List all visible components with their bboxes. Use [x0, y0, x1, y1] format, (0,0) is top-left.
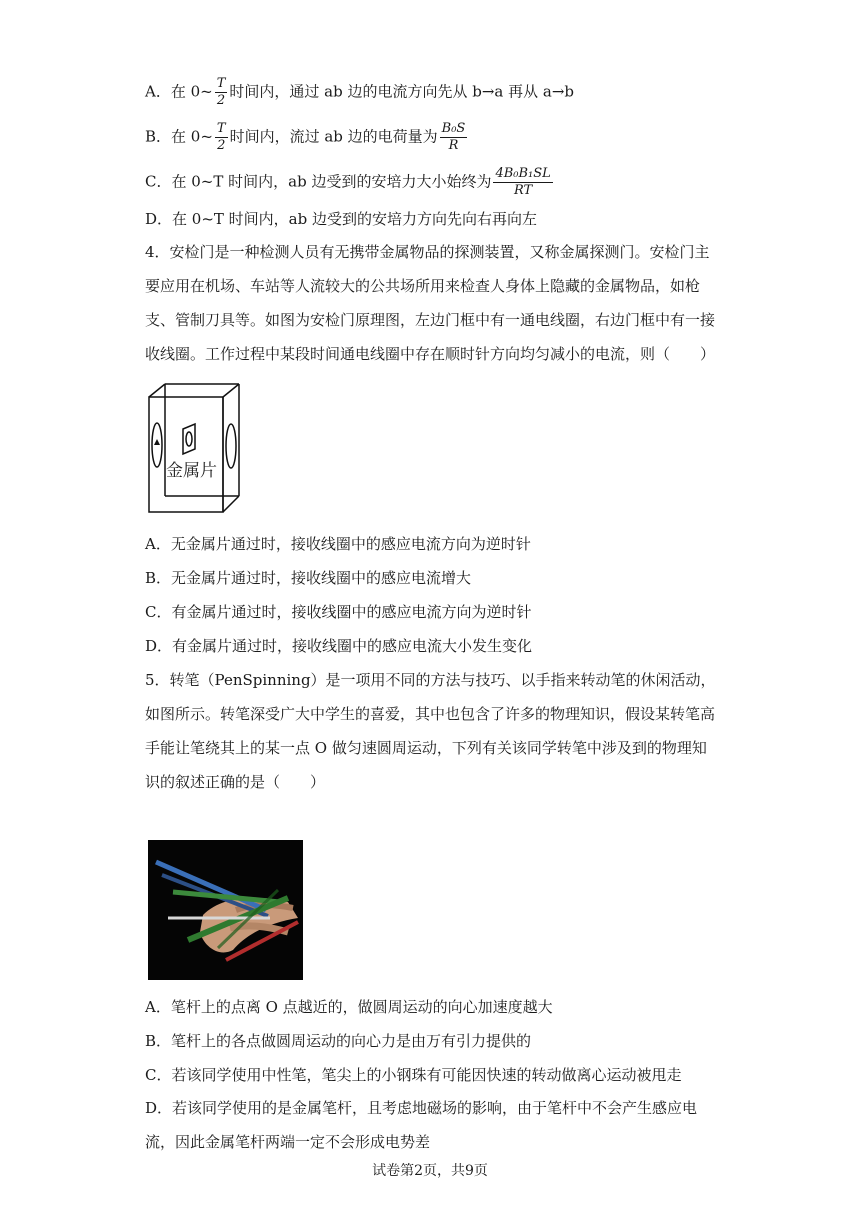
q5-option-b: B．笔杆上的各点做圆周运动的向心力是由万有引力提供的 [145, 1032, 532, 1050]
q4-option-c: C．有金属片通过时，接收线圈中的感应电流方向为逆时针 [145, 603, 532, 621]
q5-option-c: C．若该同学使用中性笔，笔尖上的小钢珠有可能因快速的转动做离心运动被甩走 [145, 1066, 682, 1084]
force-fraction [493, 166, 552, 199]
fraction-t-over-2 [215, 121, 228, 154]
fraction-t-over-2 [215, 76, 228, 109]
pen-spinning-image [148, 840, 303, 980]
q3-option-d-text: D．在 0~T 时间内，ab 边受到的安培力方向先向右再向左 [145, 210, 537, 228]
fraction-denominator: 2 [217, 138, 226, 153]
q3-option-b-prefix: B．在 0~ [145, 127, 213, 146]
fraction-numerator: T [216, 121, 226, 136]
fraction-numerator: 4B₀B₁SL [495, 166, 551, 181]
q4-option-a: A．无金属片通过时，接收线圈中的感应电流方向为逆时针 [145, 535, 531, 553]
fraction-denominator: 2 [216, 93, 226, 108]
q5-option-a: A．笔杆上的点离 O 点越近的，做圆周运动的向心加速度越大 [145, 998, 553, 1016]
q5-option-d: D．若该同学使用的是金属笔杆，且考虑地磁场的影响，由于笔杆中不会产生感应电流，因此金属笔杆两端一定不会形成电势差 [145, 1099, 698, 1151]
metal-sheet-label: 金属片 [166, 461, 217, 481]
q3-option-c-text: C．在 0~T 时间内，ab 边受到的安培力大小始终为 [145, 172, 492, 191]
fraction-denominator: R [448, 138, 459, 153]
q4-option-d: D．有金属片通过时，接收线圈中的感应电流大小发生变化 [145, 637, 533, 655]
charge-fraction [440, 121, 468, 154]
q3-option-d [145, 209, 537, 229]
q3-option-b [145, 121, 469, 154]
q3-option-a-text: 时间内，通过 ab 边的电流方向先从 b→a 再从 a→b [229, 82, 575, 101]
page-footer: 试卷第2页，共9页 [372, 1163, 488, 1179]
q3-option-c [145, 166, 555, 199]
q3-option-a-prefix: A．在 0~ [145, 82, 213, 101]
q5-stem: 5．转笔（PenSpinning）是一项用不同的方法与技巧、以手指来转动笔的休闲活动，如图所示。转笔深受广大中学生的喜爱，其中也包含了许多的物理知识，假设某转笔高手能让笔绕其上的某一点 O 做匀速圆周运动，下列有关该同学转笔中涉及到的物理知识的叙述正确的是（ ） [145, 671, 716, 791]
security-gate-diagram [148, 383, 240, 513]
q4-stem: 4．安检门是一种检测人员有无携带金属物品的探测装置，又称金属探测门。安检门主要应用在机场、车站等人流较大的公共场所用来检查人身体上隐藏的金属物品，如枪支、管制刀具等。如图为安检门原理图，左边门框中有一通电线圈，右边门框中有一接收线圈。工作过程中某段时间通电线圈中存在顺时针方向均匀减小的电流，则（ ） [145, 243, 716, 363]
fraction-numerator: T [216, 76, 226, 91]
q3-option-b-text: 时间内，流过 ab 边的电荷量为 [229, 127, 438, 146]
fraction-denominator: RT [514, 183, 533, 198]
q3-option-a [145, 76, 574, 109]
fraction-numerator: B₀S [441, 121, 466, 136]
q4-option-b: B．无金属片通过时，接收线圈中的感应电流增大 [145, 569, 472, 587]
pen-spinning-photo [148, 840, 303, 980]
